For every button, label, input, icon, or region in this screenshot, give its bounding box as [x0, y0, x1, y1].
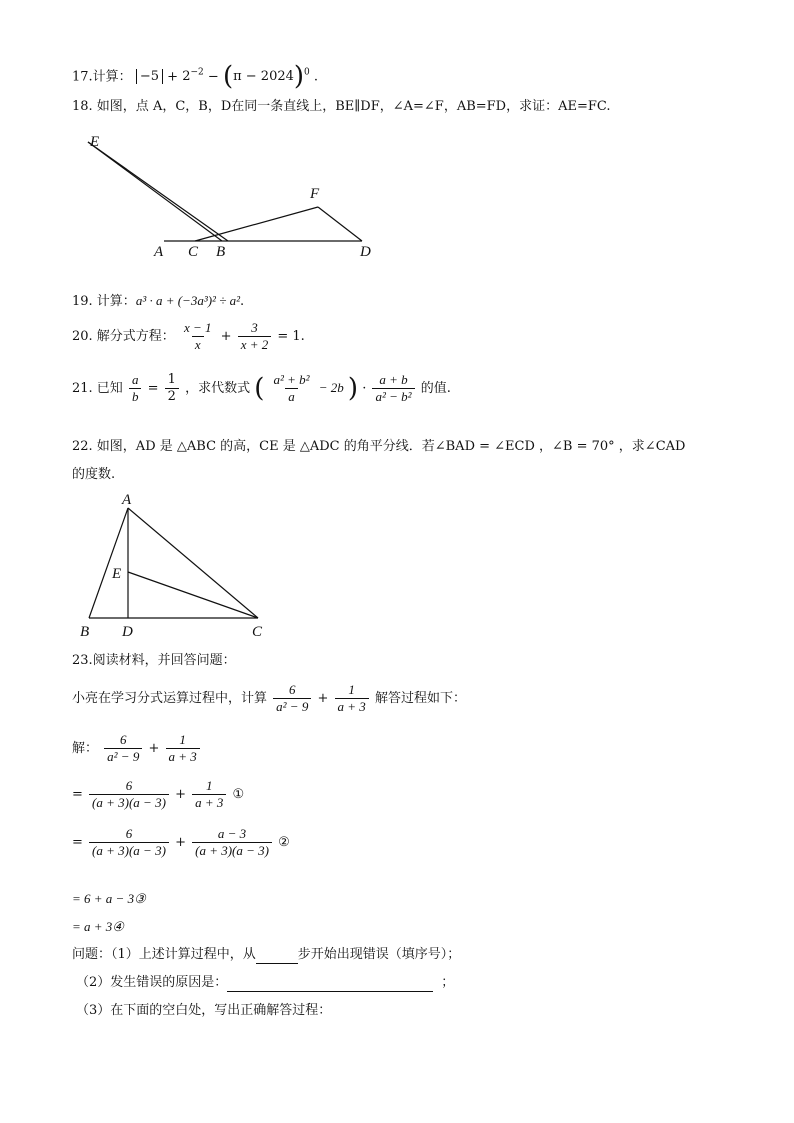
question-22-line-1: 22. 如图，AD 是 △ABC 的高，CE 是 △ADC 的角平分线．若∠BAD = ∠ECD ，∠B = 70° ，求∠CAD: [72, 439, 686, 454]
label-b: B: [216, 244, 226, 260]
label-e: E: [112, 566, 122, 582]
label-e: E: [90, 134, 100, 150]
q17-label: 17.计算：: [72, 69, 132, 85]
question-23-title: 23.阅读材料，并回答问题：: [72, 653, 236, 668]
q23-intro-frac-2: $\frac{1}{a + 3}$: [335, 682, 369, 715]
segment-ec: [128, 572, 258, 618]
label-f: F: [310, 186, 320, 202]
q17-paren: $(\pi - 2024)^0$: [222, 61, 310, 92]
segment-ac: [128, 508, 258, 618]
q22-figure: [72, 488, 282, 643]
label-a: A: [154, 244, 164, 260]
q23-question-1: 问题：（1）上述计算过程中，从 步开始出现错误（填序号）；: [72, 947, 461, 962]
label-d: D: [122, 624, 133, 640]
label-c: C: [188, 244, 199, 260]
q17-abs: −5: [136, 69, 163, 84]
q23-step-0: 解： $\frac{6}{\text{a² − 9}}$ + $\frac{1}{a + 3}$: [72, 732, 202, 765]
label-b: B: [80, 624, 90, 640]
q21-outer: $\frac{a + b}{\text{a² − b²}}$: [372, 372, 414, 405]
segment-cf: [195, 207, 318, 241]
label-d: D: [360, 244, 371, 260]
answer-blank-1[interactable]: [256, 963, 298, 964]
q21-inner: $\frac{\text{a² + b²}}{a}$: [273, 372, 310, 404]
question-21: 21. 已知 $\frac{a}{b}$ = $\frac{1}{2}$ ，求代数式 ( $\frac{\text{a² + b²}}{a}$ − 2b ) · $\frac{a + b}{\text{a² − b²}}$ 的值.: [72, 372, 451, 404]
q23-step-4: = a + 3④: [72, 919, 124, 934]
question-20: 20. 解分式方程： $\frac{x - 1}{x}$ + $\frac{3}{x + 2}$ = 1.: [72, 320, 305, 352]
q20-frac-2: $\frac{3}{x + 2}$: [238, 320, 272, 353]
q20-frac-1: $\frac{x - 1}{x}$: [183, 320, 212, 352]
q23-intro: 小亮在学习分式运算过程中，计算 $\frac{6}{\text{a² − 9}}$ + $\frac{1}{a + 3}$ 解答过程如下：: [72, 682, 466, 714]
question-22-line-2: 的度数.: [72, 467, 116, 482]
q23-step-1: = $\frac{6}{(a + 3)(a - 3)}$ + $\frac{1}{a + 3}$ ①: [72, 778, 245, 810]
question-18: 18. 如图，点 A，C，B，D在同一条直线上，BE∥DF，∠A=∠F，AB=FD，求证：AE=FC.: [72, 99, 611, 114]
q23-intro-frac-1: $\frac{6}{\text{a² − 9}}$: [273, 682, 311, 715]
question-17: 17.计算： $-5 + 2^{-2} - (\pi - 2024)^0$ .: [72, 61, 319, 92]
q23-question-3: （3）在下面的空白处，写出正确解答过程：: [76, 1003, 332, 1018]
segment-eb: [88, 142, 228, 241]
q17-power: $2^{-2}$: [182, 68, 204, 85]
q21-value: $\frac{1}{2}$: [165, 372, 179, 405]
segment-fd: [318, 207, 362, 241]
q23-step-3: = 6 + a − 3③: [72, 891, 146, 906]
q23-question-2: （2）发生错误的原因是： ；: [76, 975, 455, 990]
q18-figure: [80, 128, 390, 268]
q21-given: $\frac{a}{b}$: [129, 372, 142, 405]
label-c: C: [252, 624, 263, 640]
label-a: A: [122, 492, 132, 508]
question-19: 19. 计算：a³ · a + (−3a³)² ÷ a².: [72, 293, 245, 309]
q23-step-2: = $\frac{6}{(a + 3)(a - 3)}$ + $\frac{a - 3}{(a + 3)(a - 3)}$ ②: [72, 826, 290, 858]
answer-blank-2[interactable]: [227, 991, 433, 992]
segment-ab: [89, 508, 128, 618]
